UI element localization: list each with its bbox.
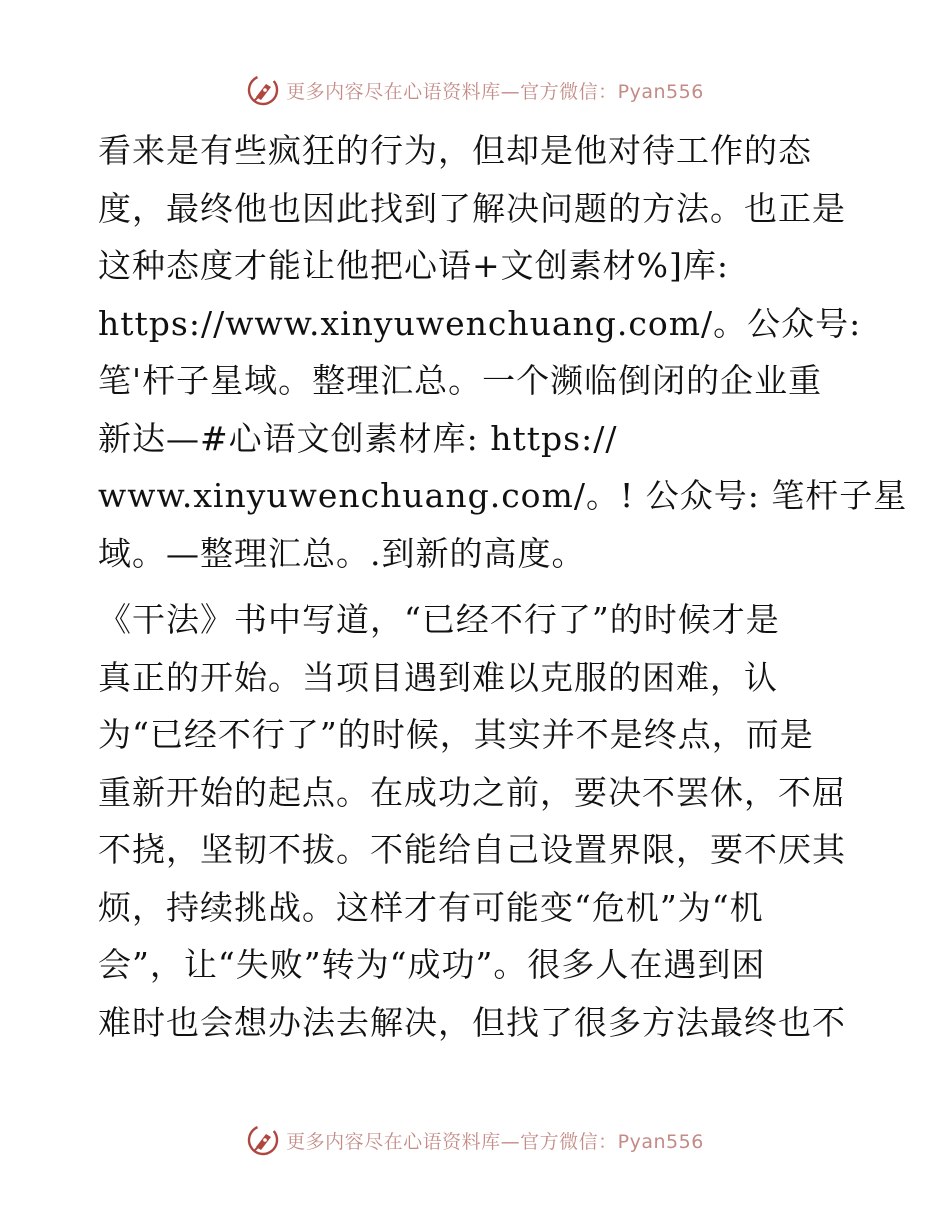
text-line: 重新开始的起点。在成功之前，要决不罢休，不屈 <box>98 772 846 812</box>
text-line: 《干法》书中写道，“已经不行了”的时候才是 <box>98 600 780 639</box>
text-line: 难时也会想办法去解决，但找了很多方法最终也不 <box>98 1002 846 1042</box>
document-body <box>98 122 908 1051</box>
text-line: www.xinyuwenchuang.com/。! 公众号: 笔杆子星 <box>98 476 908 515</box>
text-line: 笔'杆子星域。整理汇总。一个濒临倒闭的企业重 <box>98 361 823 400</box>
pen-nib-logo-icon <box>246 73 280 107</box>
footer-banner <box>0 1120 950 1160</box>
text-line: 新达—#心语文创素材库: https:// <box>98 418 618 458</box>
text-line: 为“已经不行了”的时候，其实并不是终点，而是 <box>98 715 814 754</box>
text-line: 会”，让“失败”转为“成功”。很多人在遇到困 <box>98 945 766 984</box>
footer-banner-text: 更多内容尽在心语资料库—官方微信：Pyan556 <box>286 1130 704 1153</box>
text-line: 域。—整理汇总。.到新的高度。 <box>98 533 586 573</box>
text-line: https://www.xinyuwenchuang.com/。公众号: <box>98 303 862 343</box>
text-line: 不挠，坚韧不拔。不能给自己设置界限，要不厌其 <box>98 830 846 869</box>
paragraph-2 <box>98 591 858 1051</box>
header-banner <box>0 70 950 110</box>
pen-nib-logo-icon <box>246 1123 280 1157</box>
header-banner-text: 更多内容尽在心语资料库—官方微信：Pyan556 <box>286 80 704 103</box>
text-line: 烦，持续挑战。这样才有可能变“危机”为“机 <box>98 887 764 927</box>
text-line: 这种态度才能让他把心语+文创素材%]库: <box>98 246 729 285</box>
text-line: 看来是有些疯狂的行为，但却是他对待工作的态 <box>98 131 812 170</box>
paragraph-1 <box>98 122 908 582</box>
paragraph-gap <box>98 582 858 591</box>
text-line: 真正的开始。当项目遇到难以克服的困难，认 <box>98 657 778 697</box>
text-line: 度，最终他也因此找到了解决问题的方法。也正是 <box>98 188 846 228</box>
